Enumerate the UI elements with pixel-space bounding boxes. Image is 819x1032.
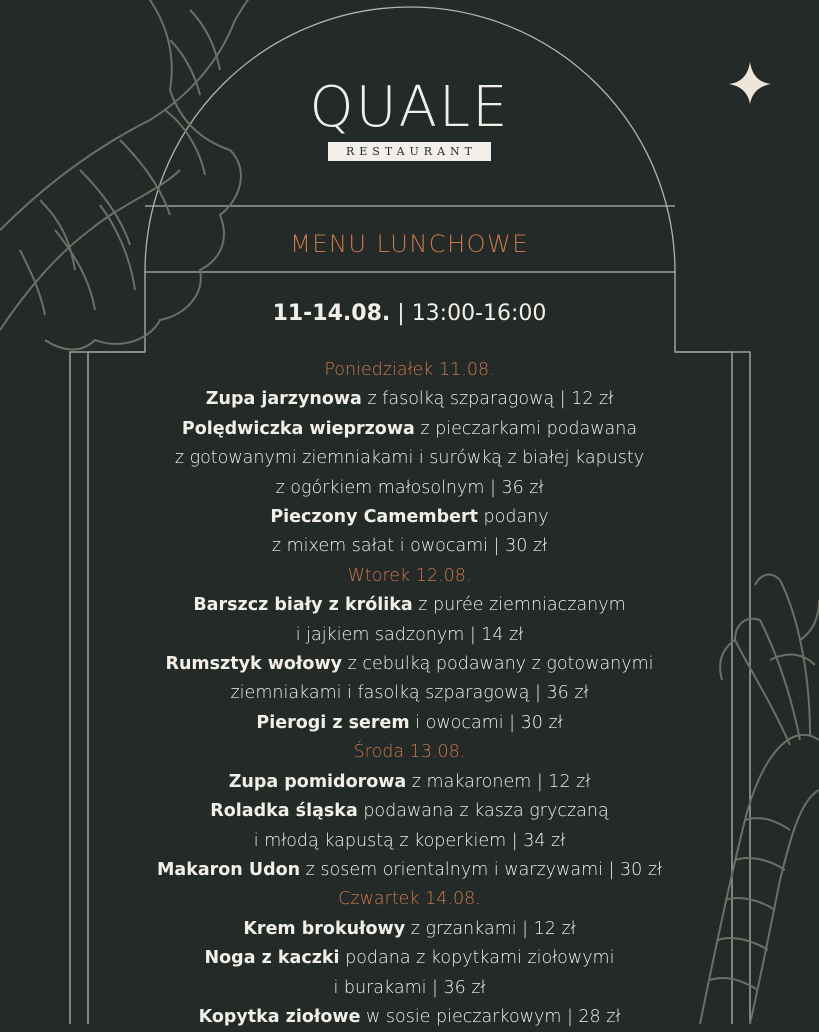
dish-description: podawana z kasza gryczaną bbox=[357, 801, 609, 822]
dish-description: w sosie pieczarkowym | 28 zł bbox=[360, 1006, 621, 1027]
dish-description: i młodą kapustą z koperkiem | 34 zł bbox=[253, 830, 566, 851]
dish-description: z ogórkiem małosolnym | 36 zł bbox=[275, 477, 544, 498]
menu-line bbox=[90, 856, 729, 885]
menu-line bbox=[90, 827, 729, 856]
menu-line bbox=[90, 915, 729, 944]
menu-line bbox=[90, 797, 729, 826]
day-heading: Czwartek 14.08. bbox=[338, 889, 481, 910]
dish-name: Barszcz biały z królika bbox=[193, 595, 413, 616]
separator: | bbox=[397, 301, 405, 326]
dish-description: i jajkiem sadzonym | 14 zł bbox=[295, 624, 524, 645]
menu-line bbox=[90, 415, 729, 444]
dish-description: podany bbox=[477, 507, 549, 528]
dish-name: Rumsztyk wołowy bbox=[165, 654, 343, 675]
menu-line bbox=[90, 650, 729, 679]
kale-leaf-illustration bbox=[0, 0, 260, 349]
menu-line bbox=[90, 709, 729, 738]
dish-description: z pieczarkami podawana bbox=[414, 418, 638, 439]
day-heading: Wtorek 12.08. bbox=[347, 565, 472, 586]
menu-line bbox=[90, 474, 729, 503]
dish-description: i owocami | 30 zł bbox=[409, 712, 563, 733]
dish-description: z gotowanymi ziemniakami i surówką z białej kapusty bbox=[174, 448, 645, 469]
date-range: 11-14.08. bbox=[272, 301, 391, 326]
dish-name: Noga z kaczki bbox=[204, 948, 340, 969]
dish-name: Makaron Udon bbox=[156, 859, 301, 880]
date-time-line bbox=[0, 301, 819, 326]
menu-line bbox=[90, 532, 729, 561]
dish-description: z grzankami | 12 zł bbox=[405, 918, 576, 939]
restaurant-logo bbox=[0, 75, 819, 161]
day-heading: Środa 13.08. bbox=[353, 742, 466, 763]
dish-description: z fasolką szparagową | 12 zł bbox=[361, 389, 614, 410]
dish-description: z makaronem | 12 zł bbox=[406, 771, 591, 792]
menu-line bbox=[90, 1003, 729, 1032]
menu-line bbox=[90, 444, 729, 473]
logo-wordmark: QUALE bbox=[309, 75, 510, 140]
menu-line bbox=[90, 768, 729, 797]
menu-line bbox=[90, 385, 729, 414]
dish-description: z cebulką podawany z gotowanymi bbox=[342, 654, 654, 675]
dish-description: i burakami | 36 zł bbox=[333, 977, 486, 998]
dish-name: Pierogi z serem bbox=[256, 712, 410, 733]
menu-line bbox=[90, 974, 729, 1003]
serving-hours: 13:00-16:00 bbox=[411, 301, 547, 326]
menu-line bbox=[90, 679, 729, 708]
dish-description: z mixem sałat i owocami | 30 zł bbox=[271, 536, 548, 557]
dish-name: Zupa pomidorowa bbox=[228, 771, 407, 792]
menu-line bbox=[90, 503, 729, 532]
menu-line bbox=[90, 944, 729, 973]
dish-description: ziemniakami i fasolką szparagową | 36 zł bbox=[230, 683, 589, 704]
day-heading: Poniedziałek 11.08. bbox=[324, 360, 495, 380]
dish-name: Roladka śląska bbox=[210, 801, 358, 822]
dish-name: Polędwiczka wieprzowa bbox=[181, 418, 415, 439]
dish-name: Kopytka ziołowe bbox=[198, 1006, 361, 1027]
menu-line bbox=[90, 621, 729, 650]
menu-list bbox=[90, 356, 729, 1032]
menu-title: MENU LUNCHOWE bbox=[290, 230, 529, 258]
dish-description: z sosem orientalnym i warzywami | 30 zł bbox=[300, 859, 662, 880]
dish-name: Zupa jarzynowa bbox=[205, 389, 362, 410]
menu-line bbox=[90, 591, 729, 620]
dish-name: Pieczony Camembert bbox=[270, 507, 478, 528]
dish-description: podana z kopytkami ziołowymi bbox=[339, 948, 615, 969]
dish-description: z purée ziemniaczanym bbox=[412, 595, 626, 616]
dish-name: Krem brokułowy bbox=[243, 918, 406, 939]
logo-subtitle: RESTAURANT bbox=[328, 142, 491, 161]
